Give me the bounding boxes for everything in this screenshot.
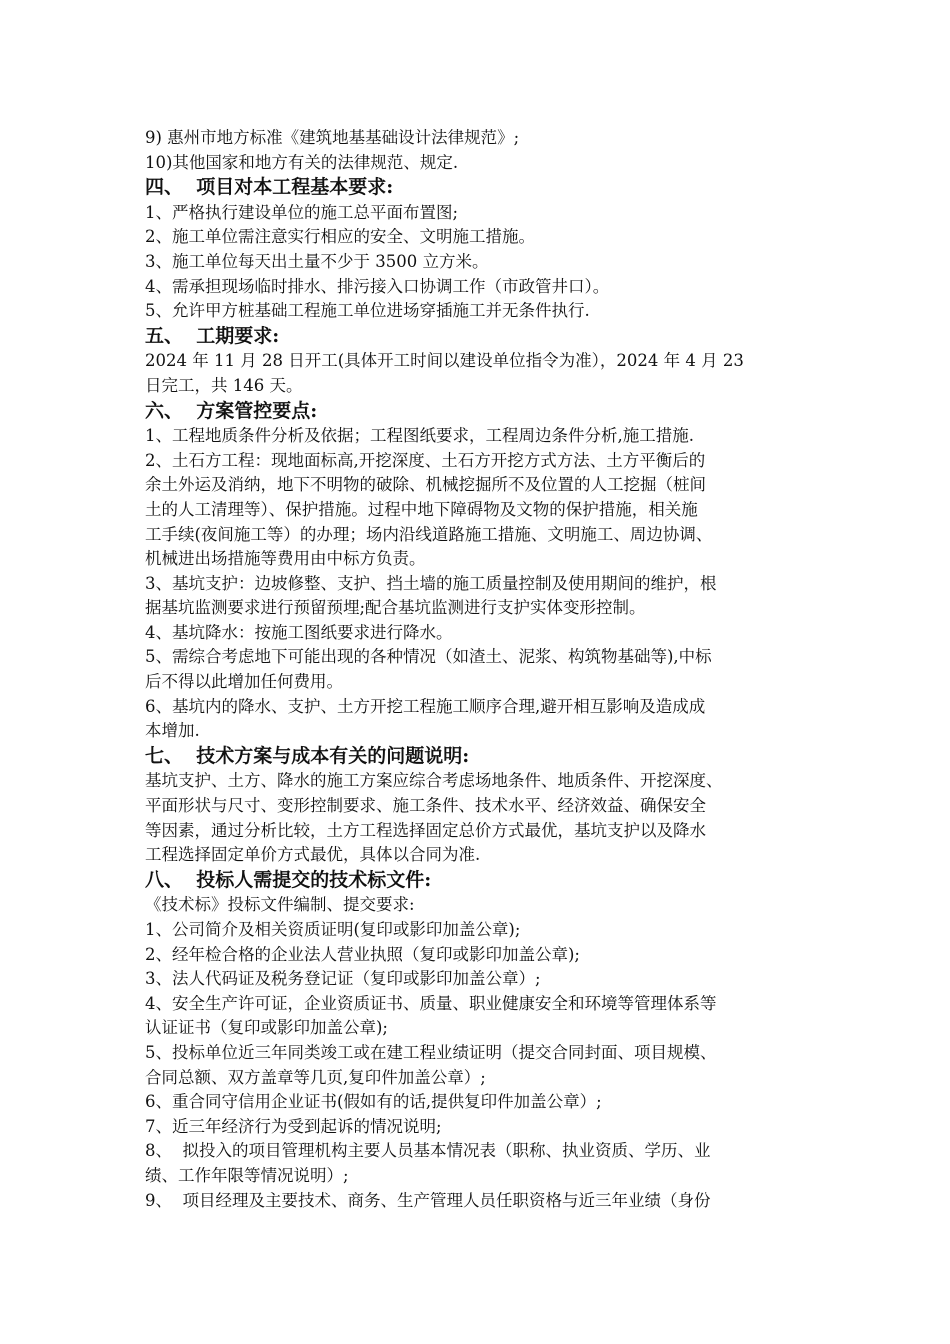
section-heading: 四、 项目对本工程基本要求: xyxy=(145,176,394,199)
text-line: 4、安全生产许可证，企业资质证书、质量、职业健康安全和环境等管理体系等 xyxy=(145,993,717,1013)
text-line: 余土外运及消纳，地下不明物的破除、机械挖掘所不及位置的人工挖掘（桩间 xyxy=(145,475,706,495)
document-page xyxy=(145,126,825,1213)
text-line: 8、 拟投入的项目管理机构主要人员基本情况表（职称、执业资质、学历、业 xyxy=(145,1141,711,1161)
text-line: 后不得以此增加任何费用。 xyxy=(145,672,343,692)
text-line: 7、近三年经济行为受到起诉的情况说明; xyxy=(145,1116,442,1136)
text-line: 基坑支护、土方、降水的施工方案应综合考虑场地条件、地质条件、开挖深度、 xyxy=(145,771,723,791)
text-line: 5、允许甲方桩基础工程施工单位进场穿插施工并无条件执行. xyxy=(145,301,590,321)
text-line: 6、重合同守信用企业证书(假如有的话,提供复印件加盖公章）; xyxy=(145,1092,602,1112)
text-line: 9、 项目经理及主要技术、商务、生产管理人员任职资格与近三年业绩（身份 xyxy=(145,1190,711,1210)
text-line: 据基坑监测要求进行预留预埋;配合基坑监测进行支护实体变形控制。 xyxy=(145,598,646,618)
text-line: 《技术标》投标文件编制、提交要求: xyxy=(145,895,415,915)
text-line: 5、需综合考虑地下可能出现的各种情况（如渣土、泥浆、构筑物基础等),中标 xyxy=(145,647,712,667)
text-line: 9) 惠州市地方标准《建筑地基基础设计法律规范》; xyxy=(145,128,520,147)
text-line: 本增加. xyxy=(145,721,200,741)
text-line: 2024 年 11 月 28 日开工(具体开工时间以建设单位指令为准），2024 年 4 月 23 xyxy=(145,351,744,371)
text-line: 4、需承担现场临时排水、排污接入口协调工作（市政管井口）。 xyxy=(145,276,610,296)
text-line: 合同总额、双方盖章等几页,复印件加盖公章）; xyxy=(145,1067,486,1087)
section-heading: 六、 方案管控要点: xyxy=(145,399,318,422)
text-line: 3、基坑支护：边坡修整、支护、挡土墙的施工质量控制及使用期间的维护，根 xyxy=(145,573,717,593)
text-line: 6、基坑内的降水、支护、土方开挖工程施工顺序合理,避开相互影响及造成成 xyxy=(145,696,706,716)
section-heading: 八、 投标人需提交的技术标文件: xyxy=(145,868,432,891)
text-line: 工手续(夜间施工等）的办理；场内沿线道路施工措施、文明施工、周边协调、 xyxy=(145,524,713,544)
text-line: 工程选择固定单价方式最优，具体以合同为准. xyxy=(145,845,481,865)
text-line: 2、经年检合格的企业法人营业执照（复印或影印加盖公章); xyxy=(145,944,580,964)
text-line: 日完工，共 146 天。 xyxy=(145,375,303,395)
text-line: 1、公司简介及相关资质证明(复印或影印加盖公章); xyxy=(145,920,521,939)
text-line: 4、基坑降水：按施工图纸要求进行降水。 xyxy=(145,622,453,642)
text-line: 5、投标单位近三年同类竣工或在建工程业绩证明（提交合同封面、项目规模、 xyxy=(145,1042,717,1062)
text-line: 2、施工单位需注意实行相应的安全、文明施工措施。 xyxy=(145,227,535,247)
text-line: 3、施工单位每天出土量不少于 3500 立方米。 xyxy=(145,251,489,271)
section-heading: 五、 工期要求: xyxy=(145,324,280,347)
text-line: 土的人工清理等）、保护措施。过程中地下障碍物及文物的保护措施，相关施 xyxy=(145,499,698,519)
text-line: 2、土石方工程：现地面标高,开挖深度、土石方开挖方式方法、土方平衡后的 xyxy=(145,450,706,470)
text-line: 认证证书（复印或影印加盖公章); xyxy=(145,1018,388,1038)
section-heading: 七、 技术方案与成本有关的问题说明: xyxy=(145,744,470,767)
text-line: 平面形状与尺寸、变形控制要求、施工条件、技术水平、经济效益、确保安全 xyxy=(145,796,706,816)
text-line: 10)其他国家和地方有关的法律规范、规定. xyxy=(145,152,459,172)
text-line: 绩、工作年限等情况说明）; xyxy=(145,1165,349,1185)
text-line: 等因素，通过分析比较，土方工程选择固定总价方式最优，基坑支护以及降水 xyxy=(145,820,706,840)
text-line: 机械进出场措施等费用由中标方负责。 xyxy=(145,549,426,569)
text-line: 1、严格执行建设单位的施工总平面布置图; xyxy=(145,202,459,222)
text-line: 1、工程地质条件分析及依据；工程图纸要求，工程周边条件分析,施工措施. xyxy=(145,426,694,446)
text-line: 3、法人代码证及税务登记证（复印或影印加盖公章）; xyxy=(145,969,541,989)
